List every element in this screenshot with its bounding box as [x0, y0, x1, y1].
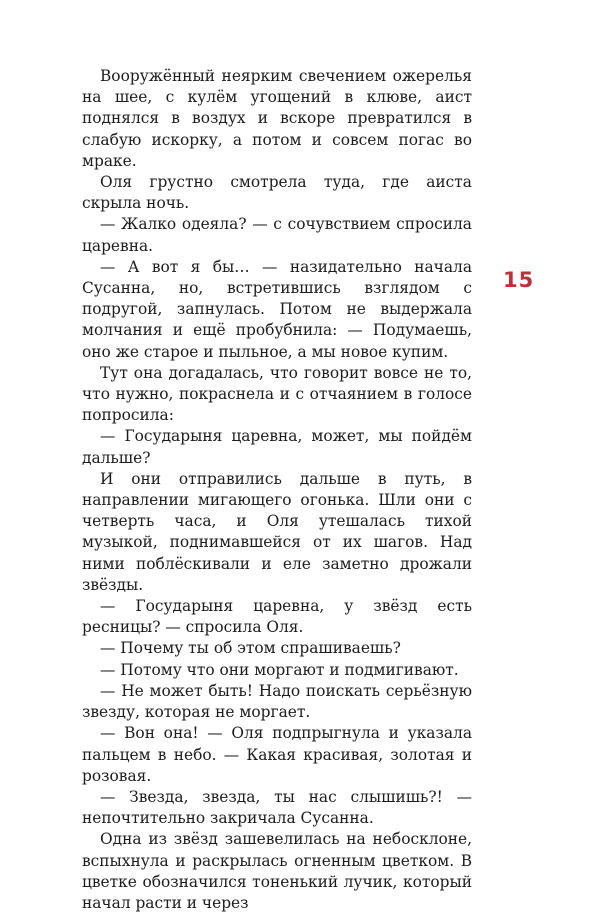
paragraph: — Звезда, звезда, ты нас слышишь?! — непочтительно закричала Сусанна. — [82, 787, 472, 828]
paragraph: И они отправились дальше в путь, в направлении мигающего огонька. Шли они с четверть часа, и Оля утешалась тихой музыкой, поднимавшейся от их шагов. Над ними поблёскивали и еле заметно дрожали звёзды. — [82, 469, 472, 594]
paragraph: — Государыня царевна, у звёзд есть ресницы? — спросила Оля. — [82, 597, 472, 637]
paragraph: — Почему ты об этом спрашиваешь? — [100, 639, 401, 658]
paragraph: — Вон она! — Оля подпрыгнула и указала пальцем в небо. — Какая красивая, золотая и розовая. — [82, 724, 472, 785]
paragraph: Вооружённый неярким свечением ожерелья на шее, с кулём угощений в клюве, аист поднялся в воздух и вскоре превратился в слабую искорку, а потом и совсем погас во мраке. — [82, 67, 472, 170]
paragraph: — Не может быть! Надо поискать серьёзную звезду, которая не моргает. — [82, 681, 472, 722]
body-text — [82, 66, 472, 914]
paragraph: — Государыня царевна, может, мы пойдём дальше? — [82, 427, 472, 467]
page-number: 15 — [503, 268, 535, 292]
paragraph: — Потому что они моргают и подмигивают. — [100, 660, 459, 679]
paragraph: Тут она догадалась, что говорит вовсе не то, что нужно, покраснела и с отчаянием в голосе попросила: — [82, 363, 472, 425]
paragraph: Оля грустно смотрела туда, где аиста скрыла ночь. — [82, 173, 472, 213]
paragraph: — А вот я бы… — назидательно начала Сусанна, но, встретившись взглядом с подругой, запнулась. Потом не выдержала молчания и ещё пробубнила: — Подумаешь, оно же старое и пыльное, а мы новое купим. — [82, 257, 472, 361]
paragraph: — Жалко одеяла? — с сочувствием спросила царевна. — [82, 215, 472, 255]
paragraph: Одна из звёзд зашевелилась на небосклоне, вспыхнула и раскрылась огненным цветком. В цветке обозначился тоненький лучик, который начал расти и через — [82, 830, 472, 912]
